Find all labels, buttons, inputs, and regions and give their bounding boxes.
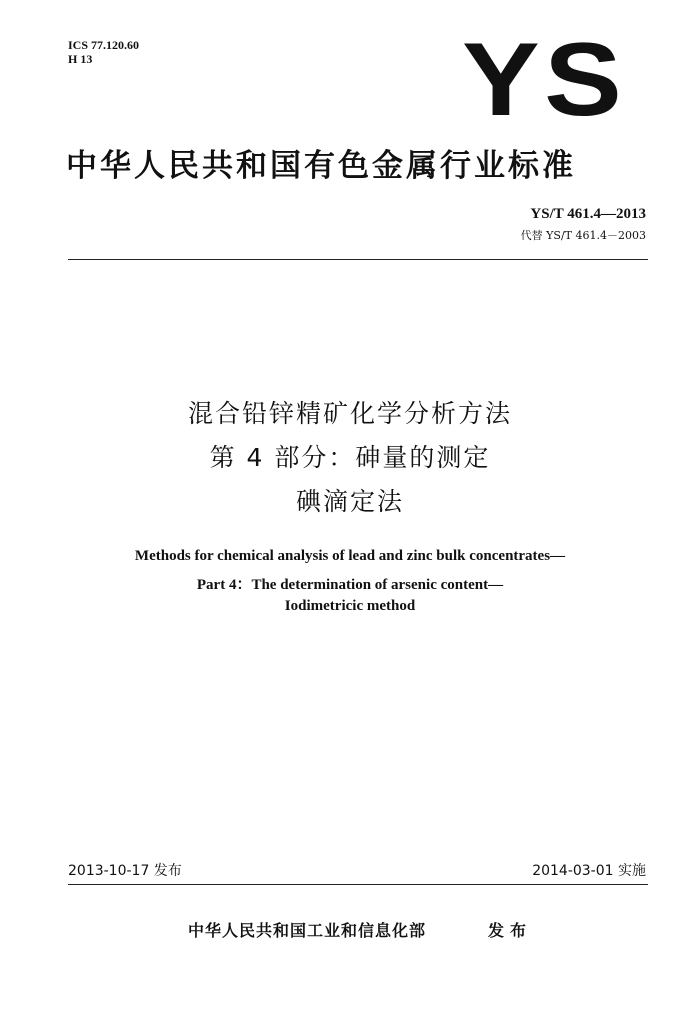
- ics-block: [68, 38, 139, 66]
- chinese-title-line-2: 第 4 部分：砷量的测定: [209, 443, 491, 472]
- ys-logo: YS: [462, 22, 627, 138]
- english-title-line-2: Part 4：The determination of arsenic content—: [196, 577, 504, 593]
- industry-standard-title: 中华人民共和国有色金属行业标准: [66, 148, 576, 184]
- chinese-title-line-1: 混合铅锌精矿化学分析方法: [187, 399, 512, 428]
- bottom-divider: [68, 884, 648, 885]
- standard-number: YS/T 461.4—2013: [530, 206, 646, 222]
- ics-code: ICS 77.120.60: [68, 38, 140, 52]
- english-title-line-3: Iodimetricic method: [284, 598, 416, 614]
- chinese-title-line-3: 碘滴定法: [295, 487, 404, 516]
- implementation-date: 2014-03-01 实施: [532, 863, 646, 879]
- top-divider: [68, 259, 648, 260]
- publish-label: 发布: [488, 921, 533, 940]
- publisher-name: 中华人民共和国工业和信息化部: [188, 921, 427, 940]
- english-title-line-1: Methods for chemical analysis of lead and zinc bulk concentrates—: [134, 548, 566, 564]
- issue-date: 2013-10-17 发布: [68, 863, 182, 879]
- replaced-standard: 代替 YS/T 461.4－2003: [520, 229, 646, 242]
- classification-code: H 13: [68, 52, 93, 66]
